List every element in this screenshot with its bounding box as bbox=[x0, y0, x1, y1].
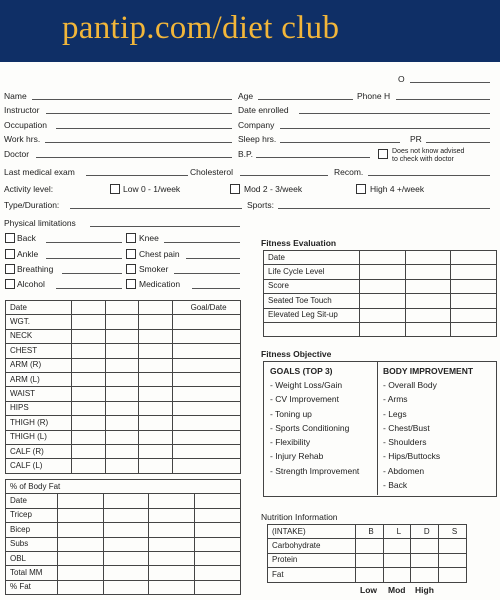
table-row bbox=[6, 508, 241, 522]
table-cell[interactable] bbox=[57, 566, 103, 580]
nutrition-col-d: D bbox=[411, 525, 439, 539]
table-cell[interactable] bbox=[103, 566, 149, 580]
work-hrs-label: Work hrs. bbox=[4, 134, 41, 144]
table-cell[interactable] bbox=[105, 401, 139, 415]
table-cell[interactable] bbox=[105, 344, 139, 358]
table-cell[interactable] bbox=[57, 523, 103, 537]
body-item[interactable]: - Back bbox=[383, 480, 408, 491]
objective-heading: Fitness Objective bbox=[261, 349, 332, 359]
sports-label: Sports: bbox=[247, 200, 274, 210]
table-row bbox=[6, 551, 241, 565]
body-item[interactable]: - Legs bbox=[383, 408, 407, 419]
table-cell[interactable] bbox=[149, 551, 195, 565]
table-cell[interactable] bbox=[149, 508, 195, 522]
table-cell[interactable] bbox=[149, 523, 195, 537]
table-cell[interactable] bbox=[71, 459, 105, 473]
table-cell[interactable] bbox=[105, 387, 139, 401]
header-banner bbox=[0, 0, 500, 62]
table-cell[interactable] bbox=[359, 279, 405, 293]
body-improvement-list bbox=[383, 380, 440, 494]
name-label: Name bbox=[4, 91, 27, 101]
table-row bbox=[6, 315, 241, 329]
goals-list bbox=[270, 380, 359, 480]
table-cell[interactable] bbox=[139, 430, 173, 444]
table-row bbox=[264, 279, 497, 293]
nutrition-heading: Nutrition Information bbox=[261, 512, 338, 522]
goal-item[interactable]: - Strength Improvement bbox=[270, 465, 360, 476]
work-hrs-field[interactable] bbox=[45, 142, 232, 143]
table-cell[interactable] bbox=[359, 251, 405, 265]
instructor-field[interactable] bbox=[46, 113, 232, 114]
limit-breathing-label: Breathing bbox=[17, 264, 54, 274]
table-cell[interactable] bbox=[71, 401, 105, 415]
body-item[interactable]: - Overall Body bbox=[383, 380, 437, 390]
table-cell[interactable] bbox=[359, 265, 405, 279]
limit-smoker-field[interactable] bbox=[174, 273, 240, 274]
limitations-field[interactable] bbox=[90, 226, 240, 227]
table-cell[interactable] bbox=[355, 539, 383, 553]
table-cell[interactable] bbox=[103, 537, 149, 551]
table-cell[interactable] bbox=[139, 315, 173, 329]
table-cell[interactable] bbox=[139, 372, 173, 386]
table-cell[interactable] bbox=[149, 566, 195, 580]
corner-field[interactable] bbox=[410, 82, 490, 83]
eval-row-label: Elevated Leg Sit-up bbox=[264, 308, 360, 322]
body-item[interactable]: - Abdomen bbox=[383, 465, 425, 476]
table-cell[interactable] bbox=[71, 344, 105, 358]
table-cell[interactable] bbox=[139, 301, 173, 315]
measure-row-label: ARM (R) bbox=[6, 358, 72, 372]
nutrition-row-label: Protein bbox=[268, 553, 356, 567]
table-cell[interactable] bbox=[383, 553, 411, 567]
table-cell[interactable] bbox=[173, 387, 241, 401]
pr-field[interactable] bbox=[426, 142, 490, 143]
table-cell[interactable] bbox=[57, 580, 103, 594]
body-improvement-heading: BODY IMPROVEMENT bbox=[383, 366, 474, 376]
table-cell[interactable] bbox=[173, 416, 241, 430]
table-row bbox=[6, 329, 241, 343]
age-field[interactable] bbox=[258, 99, 353, 100]
type-duration-label: Type/Duration: bbox=[4, 200, 60, 210]
limit-knee-checkbox[interactable] bbox=[126, 233, 136, 243]
age-label: Age bbox=[238, 91, 254, 101]
table-cell[interactable] bbox=[139, 344, 173, 358]
measure-header-date: Date bbox=[6, 301, 72, 315]
goal-item[interactable]: - Sports Conditioning bbox=[270, 422, 350, 433]
table-cell[interactable] bbox=[195, 566, 241, 580]
table-row bbox=[264, 265, 497, 279]
table-cell[interactable] bbox=[383, 539, 411, 553]
goal-item[interactable]: - Toning up bbox=[270, 408, 312, 419]
activity-label: Activity level: bbox=[4, 184, 54, 194]
name-field[interactable] bbox=[32, 99, 232, 100]
table-row bbox=[6, 430, 241, 444]
company-label: Company bbox=[238, 120, 275, 130]
limit-alcohol-label: Alcohol bbox=[17, 279, 45, 289]
table-cell[interactable] bbox=[71, 387, 105, 401]
limit-smoker-checkbox[interactable] bbox=[126, 264, 136, 274]
nutrition-col-s: S bbox=[439, 525, 467, 539]
table-cell[interactable] bbox=[105, 358, 139, 372]
fitness-assessment-form bbox=[0, 62, 500, 600]
doctor-label: Doctor bbox=[4, 149, 30, 159]
table-cell[interactable] bbox=[103, 551, 149, 565]
limit-chest-pain-label: Chest pain bbox=[139, 249, 180, 259]
limitations-heading: Physical limitations bbox=[4, 218, 76, 228]
table-cell[interactable] bbox=[405, 265, 451, 279]
table-cell[interactable] bbox=[411, 553, 439, 567]
table-row bbox=[6, 387, 241, 401]
table-cell[interactable] bbox=[359, 294, 405, 308]
goal-item[interactable]: - Weight Loss/Gain bbox=[270, 380, 343, 390]
activity-low-label: Low 0 - 1/week bbox=[123, 184, 181, 194]
instructor-label: Instructor bbox=[4, 105, 40, 115]
body-item[interactable]: - Shoulders bbox=[383, 437, 427, 448]
cholesterol-label: Cholesterol bbox=[190, 167, 233, 177]
objective-divider bbox=[377, 361, 378, 495]
body-fat-table bbox=[5, 479, 241, 595]
table-cell[interactable] bbox=[71, 430, 105, 444]
nutrition-row-label: Fat bbox=[268, 568, 356, 582]
eval-row-label: Seated Toe Touch bbox=[264, 294, 360, 308]
limit-breathing-checkbox[interactable] bbox=[5, 264, 15, 274]
fitness-eval-table bbox=[263, 250, 497, 337]
table-cell[interactable] bbox=[103, 580, 149, 594]
table-row bbox=[264, 308, 497, 322]
table-row bbox=[6, 401, 241, 415]
table-cell[interactable] bbox=[105, 301, 139, 315]
measure-row-label: THIGH (L) bbox=[6, 430, 72, 444]
table-cell[interactable] bbox=[439, 553, 467, 567]
eval-row-label: Score bbox=[264, 279, 360, 293]
table-cell[interactable] bbox=[405, 308, 451, 322]
measure-row-label: ARM (L) bbox=[6, 372, 72, 386]
measure-row-label: CALF (L) bbox=[6, 459, 72, 473]
table-row bbox=[6, 344, 241, 358]
limit-ankle-label: Ankle bbox=[17, 249, 39, 259]
table-row bbox=[6, 372, 241, 386]
table-cell[interactable] bbox=[105, 444, 139, 458]
table-cell[interactable] bbox=[105, 315, 139, 329]
eval-row-label: Date bbox=[264, 251, 360, 265]
limit-medication-checkbox[interactable] bbox=[126, 279, 136, 289]
measurements-table bbox=[5, 300, 241, 474]
body-item[interactable]: - Arms bbox=[383, 394, 408, 405]
activity-mod-checkbox[interactable] bbox=[230, 184, 240, 194]
nutrition-intake-label: (INTAKE) bbox=[268, 525, 356, 539]
table-row bbox=[6, 523, 241, 537]
page-title: pantip.com/diet club bbox=[62, 10, 340, 46]
goal-item[interactable]: - CV Improvement bbox=[270, 394, 339, 405]
table-cell[interactable] bbox=[173, 315, 241, 329]
table-cell[interactable] bbox=[139, 459, 173, 473]
bp-field[interactable] bbox=[256, 157, 370, 158]
dont-know-label-1: Does not know advised bbox=[392, 148, 465, 155]
table-cell[interactable] bbox=[195, 580, 241, 594]
table-cell[interactable] bbox=[71, 315, 105, 329]
sleep-hrs-label: Sleep hrs. bbox=[238, 134, 277, 144]
table-row bbox=[6, 566, 241, 580]
table-cell[interactable] bbox=[57, 494, 103, 508]
table-cell[interactable] bbox=[451, 308, 497, 322]
table-row bbox=[268, 553, 467, 567]
limit-knee-field[interactable] bbox=[164, 242, 240, 243]
table-cell[interactable] bbox=[451, 322, 497, 336]
measure-row-label: WGT. bbox=[6, 315, 72, 329]
table-cell[interactable] bbox=[405, 279, 451, 293]
measure-row-label: NECK bbox=[6, 329, 72, 343]
table-cell[interactable] bbox=[451, 251, 497, 265]
table-row bbox=[264, 322, 497, 336]
nutrition-col-l: L bbox=[383, 525, 411, 539]
table-cell[interactable] bbox=[195, 494, 241, 508]
table-cell[interactable] bbox=[173, 459, 241, 473]
table-cell[interactable] bbox=[439, 568, 467, 582]
goal-item[interactable]: - Injury Rehab bbox=[270, 451, 324, 462]
table-cell[interactable] bbox=[105, 416, 139, 430]
table-row bbox=[6, 480, 241, 494]
table-cell[interactable] bbox=[195, 523, 241, 537]
table-row bbox=[268, 525, 467, 539]
last-exam-field[interactable] bbox=[86, 175, 188, 176]
date-enrolled-field[interactable] bbox=[299, 113, 490, 114]
eval-row-label: Life Cycle Level bbox=[264, 265, 360, 279]
limit-knee-label: Knee bbox=[139, 233, 159, 243]
table-cell[interactable] bbox=[411, 568, 439, 582]
nutrition-row-label: Carbohydrate bbox=[268, 539, 356, 553]
activity-high-label: High 4 +/week bbox=[370, 184, 425, 194]
limit-back-label: Back bbox=[17, 233, 36, 243]
table-cell[interactable] bbox=[71, 358, 105, 372]
phone-field[interactable] bbox=[396, 99, 490, 100]
table-cell[interactable] bbox=[103, 494, 149, 508]
limit-alcohol-checkbox[interactable] bbox=[5, 279, 15, 289]
table-cell[interactable] bbox=[139, 444, 173, 458]
table-cell[interactable] bbox=[57, 508, 103, 522]
table-cell[interactable] bbox=[451, 294, 497, 308]
last-exam-label: Last medical exam bbox=[4, 167, 75, 177]
limit-back-field[interactable] bbox=[46, 242, 122, 243]
table-cell[interactable] bbox=[71, 416, 105, 430]
table-cell[interactable] bbox=[359, 308, 405, 322]
body-item[interactable]: - Chest/Bust bbox=[383, 422, 430, 433]
table-cell[interactable] bbox=[173, 444, 241, 458]
table-row bbox=[6, 494, 241, 508]
table-cell[interactable] bbox=[355, 568, 383, 582]
body-fat-row-label: Total MM bbox=[6, 566, 58, 580]
activity-mod-label: Mod 2 - 3/week bbox=[244, 184, 303, 194]
table-cell[interactable] bbox=[439, 539, 467, 553]
table-cell[interactable] bbox=[103, 508, 149, 522]
table-cell[interactable] bbox=[139, 387, 173, 401]
measure-row-label: CALF (R) bbox=[6, 444, 72, 458]
goal-item[interactable]: - Flexibility bbox=[270, 437, 311, 448]
dont-know-checkbox[interactable] bbox=[378, 149, 388, 159]
nutrition-col-b: B bbox=[355, 525, 383, 539]
recom-field[interactable] bbox=[368, 175, 490, 176]
table-cell[interactable] bbox=[451, 265, 497, 279]
limit-smoker-label: Smoker bbox=[139, 264, 169, 274]
table-cell[interactable] bbox=[139, 329, 173, 343]
recom-label: Recom. bbox=[334, 167, 364, 177]
table-row bbox=[264, 251, 497, 265]
limit-medication-field[interactable] bbox=[192, 288, 240, 289]
nutrition-footer-low: Low bbox=[360, 585, 377, 595]
body-item[interactable]: - Hips/Buttocks bbox=[383, 451, 441, 462]
table-cell[interactable] bbox=[173, 430, 241, 444]
table-cell[interactable] bbox=[149, 580, 195, 594]
nutrition-footer-high: High bbox=[415, 585, 434, 595]
table-cell[interactable] bbox=[355, 553, 383, 567]
limit-chest-pain-field[interactable] bbox=[186, 258, 240, 259]
table-cell[interactable] bbox=[173, 358, 241, 372]
activity-high-checkbox[interactable] bbox=[356, 184, 366, 194]
table-cell[interactable] bbox=[105, 372, 139, 386]
table-cell[interactable] bbox=[195, 551, 241, 565]
phone-label: Phone H bbox=[357, 91, 391, 101]
table-cell[interactable] bbox=[105, 430, 139, 444]
bp-label: B.P. bbox=[238, 149, 253, 159]
table-cell[interactable] bbox=[451, 279, 497, 293]
limit-back-checkbox[interactable] bbox=[5, 233, 15, 243]
limit-breathing-field[interactable] bbox=[62, 273, 122, 274]
activity-low-checkbox[interactable] bbox=[110, 184, 120, 194]
table-row bbox=[6, 301, 241, 315]
table-cell[interactable] bbox=[105, 459, 139, 473]
body-fat-row-label: OBL bbox=[6, 551, 58, 565]
table-row bbox=[6, 358, 241, 372]
table-cell[interactable] bbox=[405, 322, 451, 336]
table-row bbox=[6, 416, 241, 430]
table-row bbox=[268, 568, 467, 582]
table-row bbox=[6, 537, 241, 551]
table-cell[interactable] bbox=[139, 358, 173, 372]
date-enrolled-label: Date enrolled bbox=[238, 105, 289, 115]
table-cell[interactable] bbox=[139, 401, 173, 415]
body-fat-heading: % of Body Fat bbox=[6, 480, 241, 494]
body-fat-row-label: Tricep bbox=[6, 508, 58, 522]
table-cell[interactable] bbox=[264, 322, 360, 336]
occupation-label: Occupation bbox=[4, 120, 47, 130]
limit-ankle-field[interactable] bbox=[46, 258, 122, 259]
occupation-field[interactable] bbox=[56, 128, 232, 129]
body-fat-row-label: Bicep bbox=[6, 523, 58, 537]
measure-header-goal: Goal/Date bbox=[173, 301, 241, 315]
table-cell[interactable] bbox=[71, 301, 105, 315]
table-cell[interactable] bbox=[173, 401, 241, 415]
measure-row-label: THIGH (R) bbox=[6, 416, 72, 430]
table-cell[interactable] bbox=[139, 416, 173, 430]
table-row bbox=[6, 580, 241, 594]
nutrition-footer-mod: Mod bbox=[388, 585, 406, 595]
table-cell[interactable] bbox=[103, 523, 149, 537]
pr-label: PR bbox=[410, 134, 422, 144]
doctor-field[interactable] bbox=[36, 157, 232, 158]
table-cell[interactable] bbox=[173, 372, 241, 386]
table-cell[interactable] bbox=[405, 294, 451, 308]
dont-know-label-2: to check with doctor bbox=[392, 156, 454, 163]
table-cell[interactable] bbox=[411, 539, 439, 553]
measure-row-label: WAIST bbox=[6, 387, 72, 401]
sleep-hrs-field[interactable] bbox=[280, 142, 400, 143]
sports-field[interactable] bbox=[278, 208, 490, 209]
table-row bbox=[264, 294, 497, 308]
goals-heading: GOALS (TOP 3) bbox=[270, 366, 333, 376]
limit-alcohol-field[interactable] bbox=[56, 288, 122, 289]
table-cell[interactable] bbox=[71, 372, 105, 386]
table-cell[interactable] bbox=[149, 537, 195, 551]
table-cell[interactable] bbox=[405, 251, 451, 265]
table-cell[interactable] bbox=[359, 322, 405, 336]
table-row bbox=[6, 459, 241, 473]
type-duration-field[interactable] bbox=[70, 208, 242, 209]
table-cell[interactable] bbox=[383, 568, 411, 582]
body-fat-row-label: Subs bbox=[6, 537, 58, 551]
nutrition-table bbox=[267, 524, 467, 583]
company-field[interactable] bbox=[280, 128, 490, 129]
limit-chest-pain-checkbox[interactable] bbox=[126, 249, 136, 259]
measure-row-label: HIPS bbox=[6, 401, 72, 415]
table-cell[interactable] bbox=[71, 329, 105, 343]
measure-row-label: CHEST bbox=[6, 344, 72, 358]
limit-ankle-checkbox[interactable] bbox=[5, 249, 15, 259]
table-cell[interactable] bbox=[195, 537, 241, 551]
body-fat-row-label: Date bbox=[6, 494, 58, 508]
table-row bbox=[6, 444, 241, 458]
fitness-eval-heading: Fitness Evaluation bbox=[261, 238, 337, 248]
table-cell[interactable] bbox=[173, 329, 241, 343]
body-fat-row-label: % Fat bbox=[6, 580, 58, 594]
corner-mark: O bbox=[398, 74, 405, 84]
table-cell[interactable] bbox=[173, 344, 241, 358]
table-cell[interactable] bbox=[71, 444, 105, 458]
table-cell[interactable] bbox=[149, 494, 195, 508]
table-cell[interactable] bbox=[57, 537, 103, 551]
table-cell[interactable] bbox=[105, 329, 139, 343]
table-cell[interactable] bbox=[195, 508, 241, 522]
table-row bbox=[268, 539, 467, 553]
cholesterol-field[interactable] bbox=[240, 175, 328, 176]
limit-medication-label: Medication bbox=[139, 279, 181, 289]
table-cell[interactable] bbox=[57, 551, 103, 565]
